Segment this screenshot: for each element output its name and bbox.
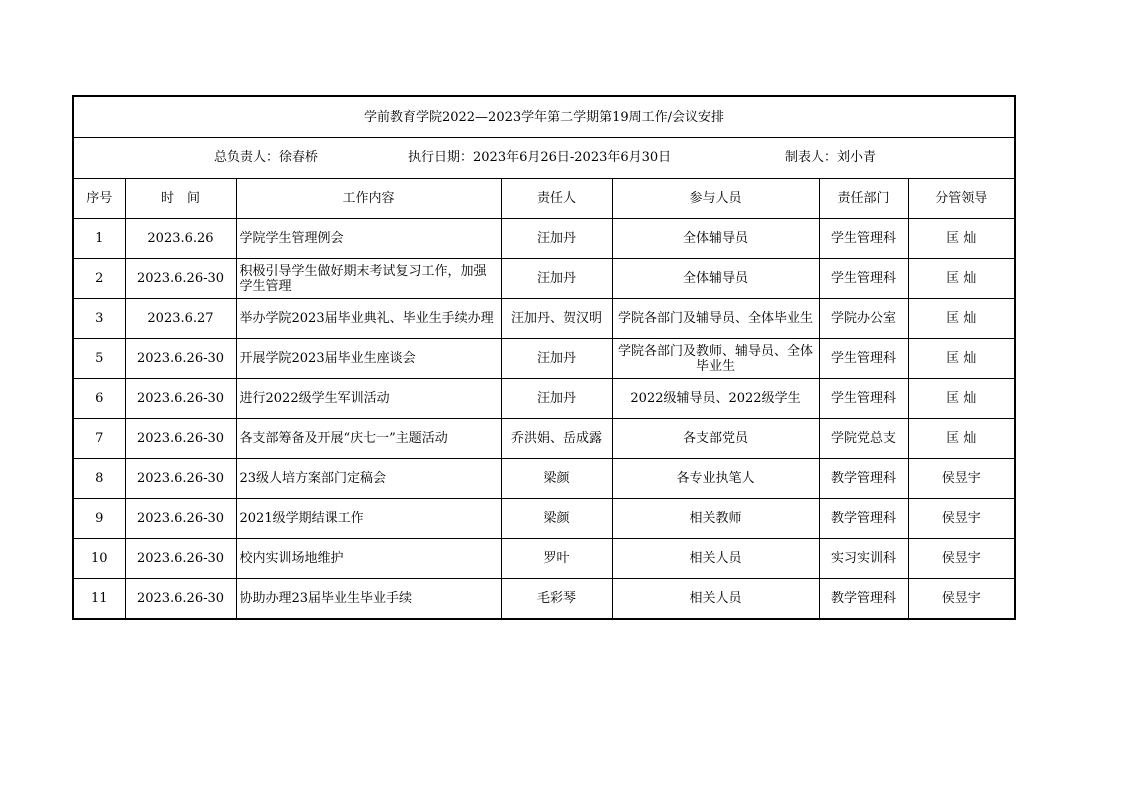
cell-time: 2023.6.26-30	[125, 499, 236, 539]
header-owner: 责任人	[501, 179, 612, 219]
cell-leader: 匡 灿	[908, 219, 1015, 259]
cell-no: 2	[73, 259, 125, 299]
header-row	[73, 179, 1015, 219]
cell-leader: 侯昱宇	[908, 539, 1015, 579]
cell-leader: 匡 灿	[908, 419, 1015, 459]
cell-owner: 罗叶	[501, 539, 612, 579]
cell-content: 2021级学期结课工作	[236, 499, 501, 539]
cell-dept: 实习实训科	[819, 539, 908, 579]
cell-participants: 全体辅导员	[612, 219, 819, 259]
table-row	[73, 459, 1015, 499]
table-row	[73, 259, 1015, 299]
cell-owner: 汪加丹	[501, 259, 612, 299]
cell-no: 9	[73, 499, 125, 539]
cell-participants: 相关人员	[612, 579, 819, 620]
header-dept: 责任部门	[819, 179, 908, 219]
table-row	[73, 339, 1015, 379]
table-row	[73, 219, 1015, 259]
cell-leader: 匡 灿	[908, 299, 1015, 339]
cell-participants: 各专业执笔人	[612, 459, 819, 499]
cell-time: 2023.6.26	[125, 219, 236, 259]
cell-participants: 学院各部门及教师、辅导员、全体毕业生	[612, 339, 819, 379]
table-title: 学前教育学院2022—2023学年第二学期第19周工作/会议安排	[73, 96, 1015, 138]
cell-time: 2023.6.26-30	[125, 579, 236, 620]
cell-owner: 汪加丹	[501, 339, 612, 379]
cell-no: 11	[73, 579, 125, 620]
cell-participants: 全体辅导员	[612, 259, 819, 299]
cell-leader: 匡 灿	[908, 339, 1015, 379]
table-row	[73, 379, 1015, 419]
cell-time: 2023.6.26-30	[125, 339, 236, 379]
cell-participants: 相关人员	[612, 539, 819, 579]
cell-owner: 梁颜	[501, 499, 612, 539]
header-participants: 参与人员	[612, 179, 819, 219]
cell-participants: 相关教师	[612, 499, 819, 539]
cell-content: 各支部筹备及开展“庆七一”主题活动	[236, 419, 501, 459]
cell-leader: 侯昱宇	[908, 579, 1015, 620]
cell-time: 2023.6.26-30	[125, 259, 236, 299]
header-leader: 分管领导	[908, 179, 1015, 219]
cell-leader: 侯昱宇	[908, 499, 1015, 539]
cell-dept: 学院办公室	[819, 299, 908, 339]
execution-dates: 执行日期：2023年6月26日-2023年6月30日	[408, 150, 672, 165]
cell-dept: 学生管理科	[819, 379, 908, 419]
table-row	[73, 539, 1015, 579]
cell-dept: 教学管理科	[819, 499, 908, 539]
cell-no: 5	[73, 339, 125, 379]
cell-owner: 汪加丹、贺汉明	[501, 299, 612, 339]
cell-content: 校内实训场地维护	[236, 539, 501, 579]
cell-time: 2023.6.26-30	[125, 539, 236, 579]
cell-owner: 乔洪娟、岳成露	[501, 419, 612, 459]
meta-row	[73, 138, 1015, 179]
cell-dept: 教学管理科	[819, 459, 908, 499]
cell-no: 10	[73, 539, 125, 579]
table-maker: 制表人：刘小青	[785, 150, 877, 165]
cell-dept: 教学管理科	[819, 579, 908, 620]
responsible-person: 总负责人：徐春桥	[214, 150, 319, 165]
cell-no: 7	[73, 419, 125, 459]
cell-owner: 汪加丹	[501, 219, 612, 259]
cell-time: 2023.6.26-30	[125, 379, 236, 419]
cell-owner: 梁颜	[501, 459, 612, 499]
cell-dept: 学生管理科	[819, 219, 908, 259]
table-row	[73, 579, 1015, 620]
cell-participants: 各支部党员	[612, 419, 819, 459]
cell-time: 2023.6.26-30	[125, 419, 236, 459]
table-row	[73, 499, 1015, 539]
schedule-table	[72, 95, 1016, 620]
cell-no: 6	[73, 379, 125, 419]
cell-content: 协助办理23届毕业生毕业手续	[236, 579, 501, 620]
header-no: 序号	[73, 179, 125, 219]
cell-content: 进行2022级学生军训活动	[236, 379, 501, 419]
cell-leader: 匡 灿	[908, 259, 1015, 299]
cell-dept: 学生管理科	[819, 339, 908, 379]
cell-participants: 学院各部门及辅导员、全体毕业生	[612, 299, 819, 339]
cell-leader: 匡 灿	[908, 379, 1015, 419]
cell-dept: 学院党总支	[819, 419, 908, 459]
cell-no: 1	[73, 219, 125, 259]
cell-no: 3	[73, 299, 125, 339]
cell-dept: 学生管理科	[819, 259, 908, 299]
cell-owner: 汪加丹	[501, 379, 612, 419]
table-row	[73, 299, 1015, 339]
cell-no: 8	[73, 459, 125, 499]
cell-participants: 2022级辅导员、2022级学生	[612, 379, 819, 419]
cell-content: 23级人培方案部门定稿会	[236, 459, 501, 499]
header-content: 工作内容	[236, 179, 501, 219]
cell-content: 举办学院2023届毕业典礼、毕业生手续办理	[236, 299, 501, 339]
table-row	[73, 419, 1015, 459]
cell-owner: 毛彩琴	[501, 579, 612, 620]
cell-time: 2023.6.26-30	[125, 459, 236, 499]
cell-leader: 侯昱宇	[908, 459, 1015, 499]
header-time: 时 间	[125, 179, 236, 219]
cell-content: 积极引导学生做好期末考试复习工作，加强学生管理	[236, 259, 501, 299]
cell-time: 2023.6.27	[125, 299, 236, 339]
cell-content: 学院学生管理例会	[236, 219, 501, 259]
cell-content: 开展学院2023届毕业生座谈会	[236, 339, 501, 379]
